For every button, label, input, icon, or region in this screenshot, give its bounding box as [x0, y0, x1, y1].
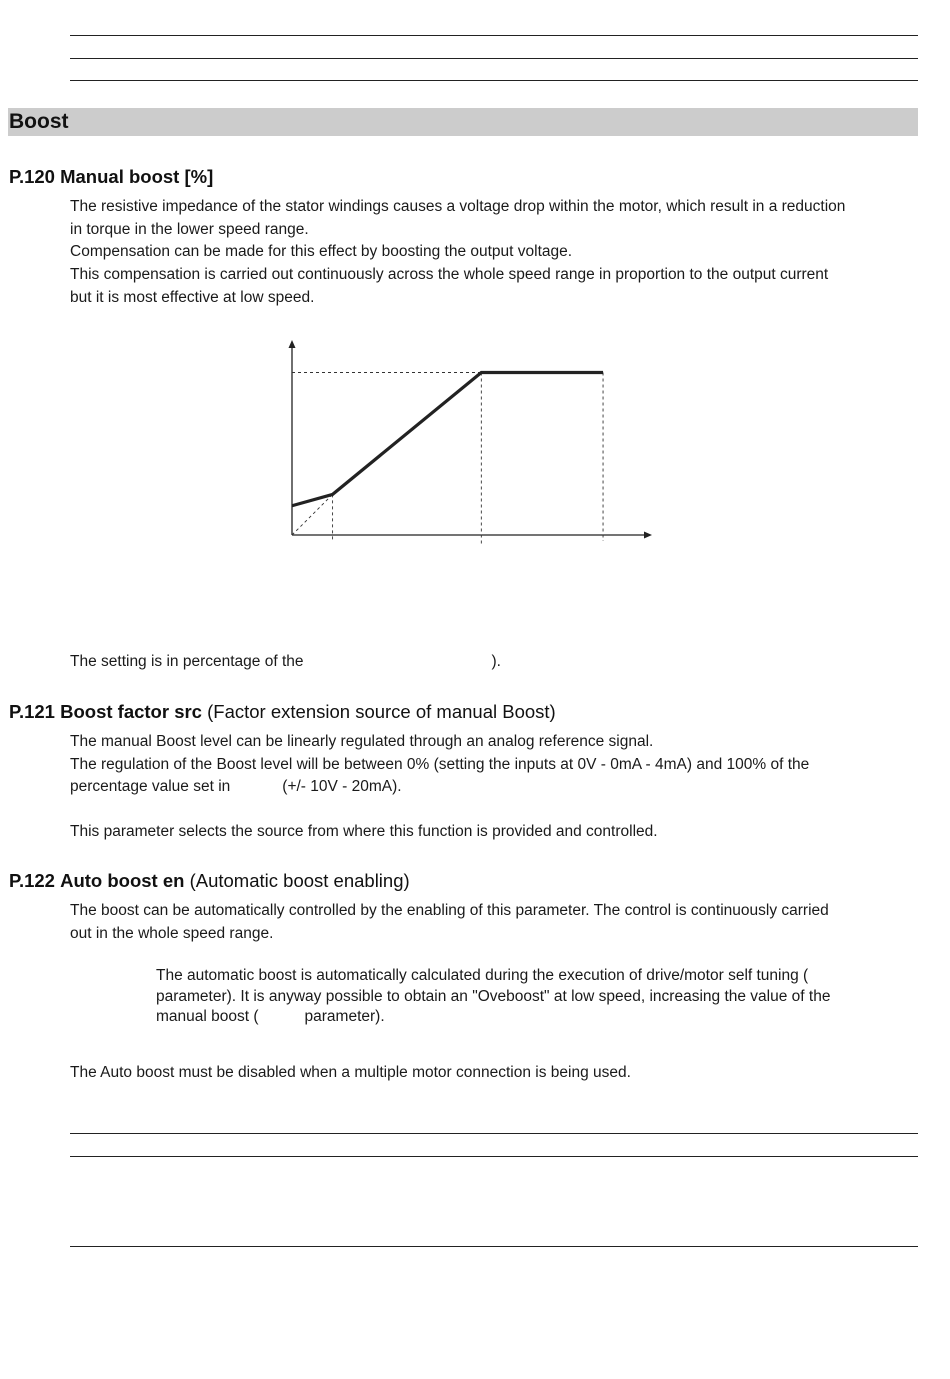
p121-selection — [70, 821, 920, 844]
p122-note — [156, 966, 918, 1028]
p122-note3-suffix: parameter). — [304, 1008, 385, 1026]
top-rule-1 — [70, 35, 918, 36]
top-rule-2 — [70, 58, 918, 59]
y-axis-arrow — [289, 340, 296, 348]
p121-name: Boost factor src — [60, 701, 202, 722]
p121-line3-prefix: percentage value set in — [70, 778, 231, 796]
p121-description — [70, 731, 920, 799]
bottom-rule-3 — [70, 1246, 918, 1247]
p121-line1: The manual Boost level can be linearly regulated through an analog reference signal. — [70, 733, 654, 750]
p121-code: P.121 — [9, 701, 55, 722]
p122-note3-prefix: manual boost ( — [156, 1008, 259, 1026]
p122-line3: The Auto boost must be disabled when a multiple motor connection is being used. — [70, 1064, 631, 1081]
p120-line: Compensation can be made for this effect by boosting the output voltage. — [70, 243, 573, 261]
p120-line: The resistive impedance of the stator windings causes a voltage drop within the motor, which result in a reduction — [70, 198, 846, 215]
p120-description — [70, 196, 920, 310]
p120-code: P.120 — [9, 166, 55, 187]
section-title: Boost — [9, 110, 69, 133]
p122-line1: The boost can be automatically controlled by the enabling of this parameter. The control is continuously carried — [70, 902, 829, 919]
p120-line: in torque in the lower speed range. — [70, 220, 309, 238]
p122-title — [9, 870, 410, 892]
bottom-rule-2 — [70, 1156, 918, 1157]
boost-curve — [292, 373, 603, 506]
p121-line4: This parameter selects the source from where this function is provided and controlled. — [70, 823, 658, 840]
top-rule-3 — [70, 80, 918, 81]
p121-line2: The regulation of the Boost level will be between 0% (setting the inputs at 0V - 0mA - 4mA) and 100% of the — [70, 755, 810, 773]
p122-note2: parameter). It is anyway possible to obtain an "Oveboost" at low speed, increasing the value of the — [156, 987, 831, 1005]
p121-line3-suffix: (+/- 10V - 20mA). — [282, 778, 402, 796]
boost-chart — [280, 335, 660, 550]
p120-line: but it is most effective at low speed. — [70, 288, 315, 306]
p120-setting — [70, 651, 920, 674]
p122-multiple-motor — [70, 1062, 920, 1085]
p122-desc: (Automatic boost enabling) — [189, 870, 410, 891]
section-header-bar — [8, 108, 918, 136]
p122-line2: out in the whole speed range. — [70, 924, 274, 942]
p120-name: Manual boost [%] — [60, 166, 214, 187]
p122-code: P.122 — [9, 870, 55, 891]
bottom-rule-1 — [70, 1133, 918, 1134]
p121-desc: (Factor extension source of manual Boost) — [207, 701, 556, 722]
p121-title — [9, 701, 556, 723]
p122-description — [70, 900, 920, 945]
p122-name: Auto boost en — [60, 870, 185, 891]
p120-line: This compensation is carried out continuously across the whole speed range in proportion to the output current — [70, 266, 829, 284]
p120-setting-suffix: ). — [491, 653, 501, 670]
p120-setting-prefix: The setting is in percentage of the — [70, 653, 304, 670]
p122-note1: The automatic boost is automatically calculated during the execution of drive/motor self tuning ( — [156, 967, 809, 984]
p120-title — [9, 166, 213, 188]
x-axis-arrow — [644, 532, 652, 539]
